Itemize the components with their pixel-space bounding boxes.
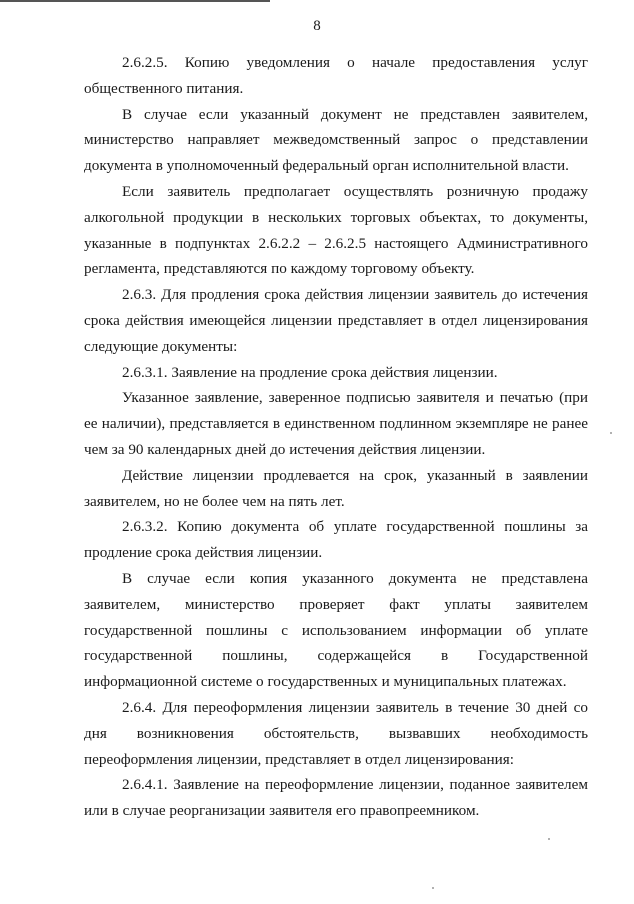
paragraph: 2.6.3.2. Копию документа об уплате государственной пошлины за продление срока действия лицензии. — [84, 518, 588, 562]
document-body — [84, 50, 588, 824]
paragraph: 2.6.4. Для переоформления лицензии заявитель в течение 30 дней со дня возникновения обстоятельств, вызвавших необходимость переоформления лицензии, представляет в отдел лицензирования: — [84, 698, 588, 768]
scan-speck — [548, 838, 550, 840]
paragraph: Действие лицензии продлевается на срок, указанный в заявлении заявителем, но не более чем на пять лет. — [84, 466, 588, 510]
paragraph: Если заявитель предполагает осуществлять розничную продажу алкогольной продукции в нескольких торговых объектах, то документы, указанные в подпунктах 2.6.2.2 – 2.6.2.5 настоящего Административного регламента, представляются по каждому торговому объекту. — [84, 182, 588, 278]
paragraph: 2.6.2.5. Копию уведомления о начале предоставления услуг общественного питания. — [84, 54, 588, 97]
paragraph: Указанное заявление, заверенное подписью заявителя и печатью (при ее наличии), представляется в единственном подлинном экземпляре не ранее чем за 90 календарных дней до истечения действия лицензии. — [84, 389, 588, 458]
scan-speck — [432, 887, 434, 889]
paragraph: В случае если копия указанного документа не представлена заявителем, министерство проверяет факт уплаты заявителем государственной пошлины с использованием информации об уплате государственной пошлины, содержащейся в Государственной информационной системе о государственных и муниципальных платежах. — [84, 569, 588, 691]
paragraph: 2.6.3. Для продления срока действия лицензии заявитель до истечения срока действия имеющейся лицензии представляет в отдел лицензирования следующие документы: — [84, 286, 588, 355]
top-rule — [0, 0, 270, 2]
scan-speck — [610, 432, 612, 434]
paragraph: 2.6.3.1. Заявление на продление срока действия лицензии. — [122, 363, 498, 381]
paragraph: 2.6.4.1. Заявление на переоформление лицензии, поданное заявителем или в случае реорганизации заявителя его правопреемником. — [84, 776, 588, 820]
paragraph: В случае если указанный документ не представлен заявителем, министерство направляет межведомственный запрос о представлении документа в уполномоченный федеральный орган исполнительной власти. — [84, 105, 588, 175]
page-number: 8 — [313, 18, 321, 34]
